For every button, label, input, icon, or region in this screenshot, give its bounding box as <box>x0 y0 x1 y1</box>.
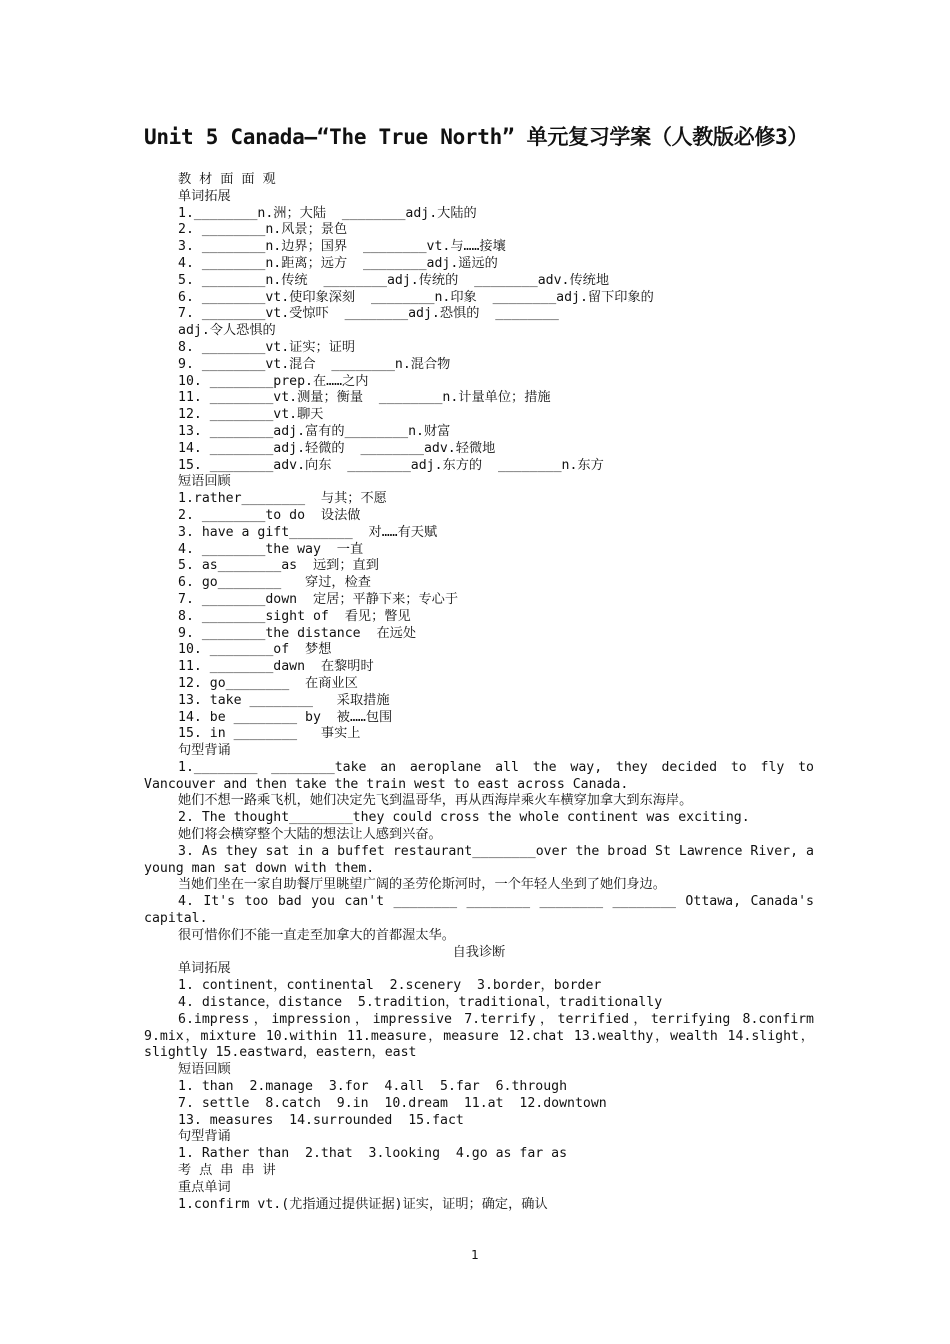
word-item: 7. ________vt.受惊吓 ________adj.恐惧的 ________ <box>178 306 559 322</box>
section-heading-phrases: 短语回顾 <box>178 474 231 490</box>
sentence-item: 1.________ ________take an aeroplane all the way, they decided to fly to Vancouver and then take the train west to east across Canada. <box>144 759 814 792</box>
keyword-item: 1.confirm vt.(尤指通过提供证据)证实，证明；确定，确认 <box>178 1196 548 1212</box>
phrase-item: 4. ________the way 一直 <box>178 541 364 557</box>
word-item: 11. ________vt.测量；衡量 ________n.计量单位；措施 <box>178 390 551 406</box>
word-item: 15. ________adv.向东 ________adj.东方的 ________n.东方 <box>178 457 604 473</box>
word-item: adj.令人恐惧的 <box>178 323 276 339</box>
word-item: 12. ________vt.聊天 <box>178 407 324 423</box>
phrase-item: 12. go________ 在商业区 <box>178 675 358 691</box>
answer-line: 6.impress，impression，impressive 7.terrify，terrified，terrifying 8.confirm 9.mix，mixture 10.within 11.measure，measure 12.chat 13.wealthy，wealth 14.slight，slightly 15.eastward，eastern，east <box>144 1011 814 1061</box>
page-title: Unit 5 Canada—“The True North” 单元复习学案（人教版必修3） <box>144 125 809 149</box>
phrase-item: 2. ________to do 设法做 <box>178 507 361 523</box>
word-item: 1.________n.洲；大陆 ________adj.大陆的 <box>178 205 477 221</box>
answer-line: 4. distance，distance 5.tradition，traditional，traditionally <box>178 995 663 1011</box>
phrase-item: 7. ________down 定居；平静下来；专心于 <box>178 591 459 607</box>
document-body <box>144 172 814 1213</box>
word-item: 9. ________vt.混合 ________n.混合物 <box>178 356 451 372</box>
answer-line: 1. Rather than 2.that 3.looking 4.go as far as <box>178 1146 568 1162</box>
page-number: 1 <box>471 1248 479 1262</box>
word-item: 6. ________vt.使印象深刻 ________n.印象 ________adj.留下印象的 <box>178 289 654 305</box>
section-header-exam: 考 点 串 串 讲 <box>178 1163 276 1179</box>
section-heading-sentences: 句型背诵 <box>178 743 231 759</box>
answer-line: 7. settle 8.catch 9.in 10.dream 11.at 12.downtown <box>178 1095 607 1111</box>
word-item: 14. ________adj.轻微的 ________adv.轻微地 <box>178 440 496 456</box>
section-header-textbook: 教 材 面 面 观 <box>178 172 276 187</box>
word-item: 5. ________n.传统 ________adj.传统的 ________adv.传统地 <box>178 272 610 288</box>
section-heading-keywords: 重点单词 <box>178 1179 231 1195</box>
sentence-item: 4. It's too bad you can't ________ ________ ________ ________ Ottawa, Canada's capital. <box>144 894 814 927</box>
phrase-item: 10. ________of 梦想 <box>178 642 332 658</box>
word-item: 3. ________n.边界；国界 ________vt.与……接壤 <box>178 239 506 255</box>
phrase-item: 14. be ________ by 被……包围 <box>178 709 393 725</box>
phrase-item: 3. have a gift________ 对……有天赋 <box>178 524 438 540</box>
answer-heading-words: 单词拓展 <box>178 961 231 977</box>
word-item: 4. ________n.距离；远方 ________adj.遥远的 <box>178 255 498 271</box>
answer-line: 1. than 2.manage 3.for 4.all 5.far 6.through <box>178 1079 568 1095</box>
sentence-translation: 当她们坐在一家自助餐厅里眺望广阔的圣劳伦斯河时，一个年轻人坐到了她们身边。 <box>178 877 666 893</box>
answer-heading-phrases: 短语回顾 <box>178 1062 231 1078</box>
section-heading-words: 单词拓展 <box>178 188 231 204</box>
word-item: 10. ________prep.在……之内 <box>178 373 369 389</box>
sentence-translation: 很可惜你们不能一直走至加拿大的首都渥太华。 <box>178 927 455 943</box>
word-item: 2. ________n.风景；景色 <box>178 222 348 238</box>
phrase-item: 1.rather________ 与其；不愿 <box>178 491 387 507</box>
sentence-item: 3. As they sat in a buffet restaurant________over the broad St Lawrence River, a young man sat down with them. <box>144 843 814 876</box>
answer-line: 1. continent，continental 2.scenery 3.border，border <box>178 978 602 994</box>
phrase-item: 5. as________as 远到；直到 <box>178 558 379 574</box>
phrase-item: 8. ________sight of 看见；瞥见 <box>178 608 411 624</box>
phrase-item: 6. go________ 穿过，检查 <box>178 575 371 591</box>
sentence-translation: 她们不想一路乘飞机，她们决定先飞到温哥华，再从西海岸乘火车横穿加拿大到东海岸。 <box>178 793 693 809</box>
answer-line: 13. measures 14.surrounded 15.fact <box>178 1112 464 1128</box>
word-item: 8. ________vt.证实；证明 <box>178 339 356 355</box>
sentence-translation: 她们将会横穿整个大陆的想法让人感到兴奋。 <box>178 827 442 843</box>
sentence-item: 2. The thought________they could cross the whole continent was exciting. <box>178 810 750 826</box>
diagnosis-title: 自我诊断 <box>452 944 506 960</box>
phrase-item: 13. take ________ 采取措施 <box>178 692 390 708</box>
phrase-item: 9. ________the distance 在远处 <box>178 625 417 641</box>
answer-heading-sentences: 句型背诵 <box>178 1129 231 1145</box>
word-item: 13. ________adj.富有的________n.财富 <box>178 423 451 439</box>
phrase-item: 11. ________dawn 在黎明时 <box>178 659 374 675</box>
phrase-item: 15. in ________ 事实上 <box>178 726 361 742</box>
